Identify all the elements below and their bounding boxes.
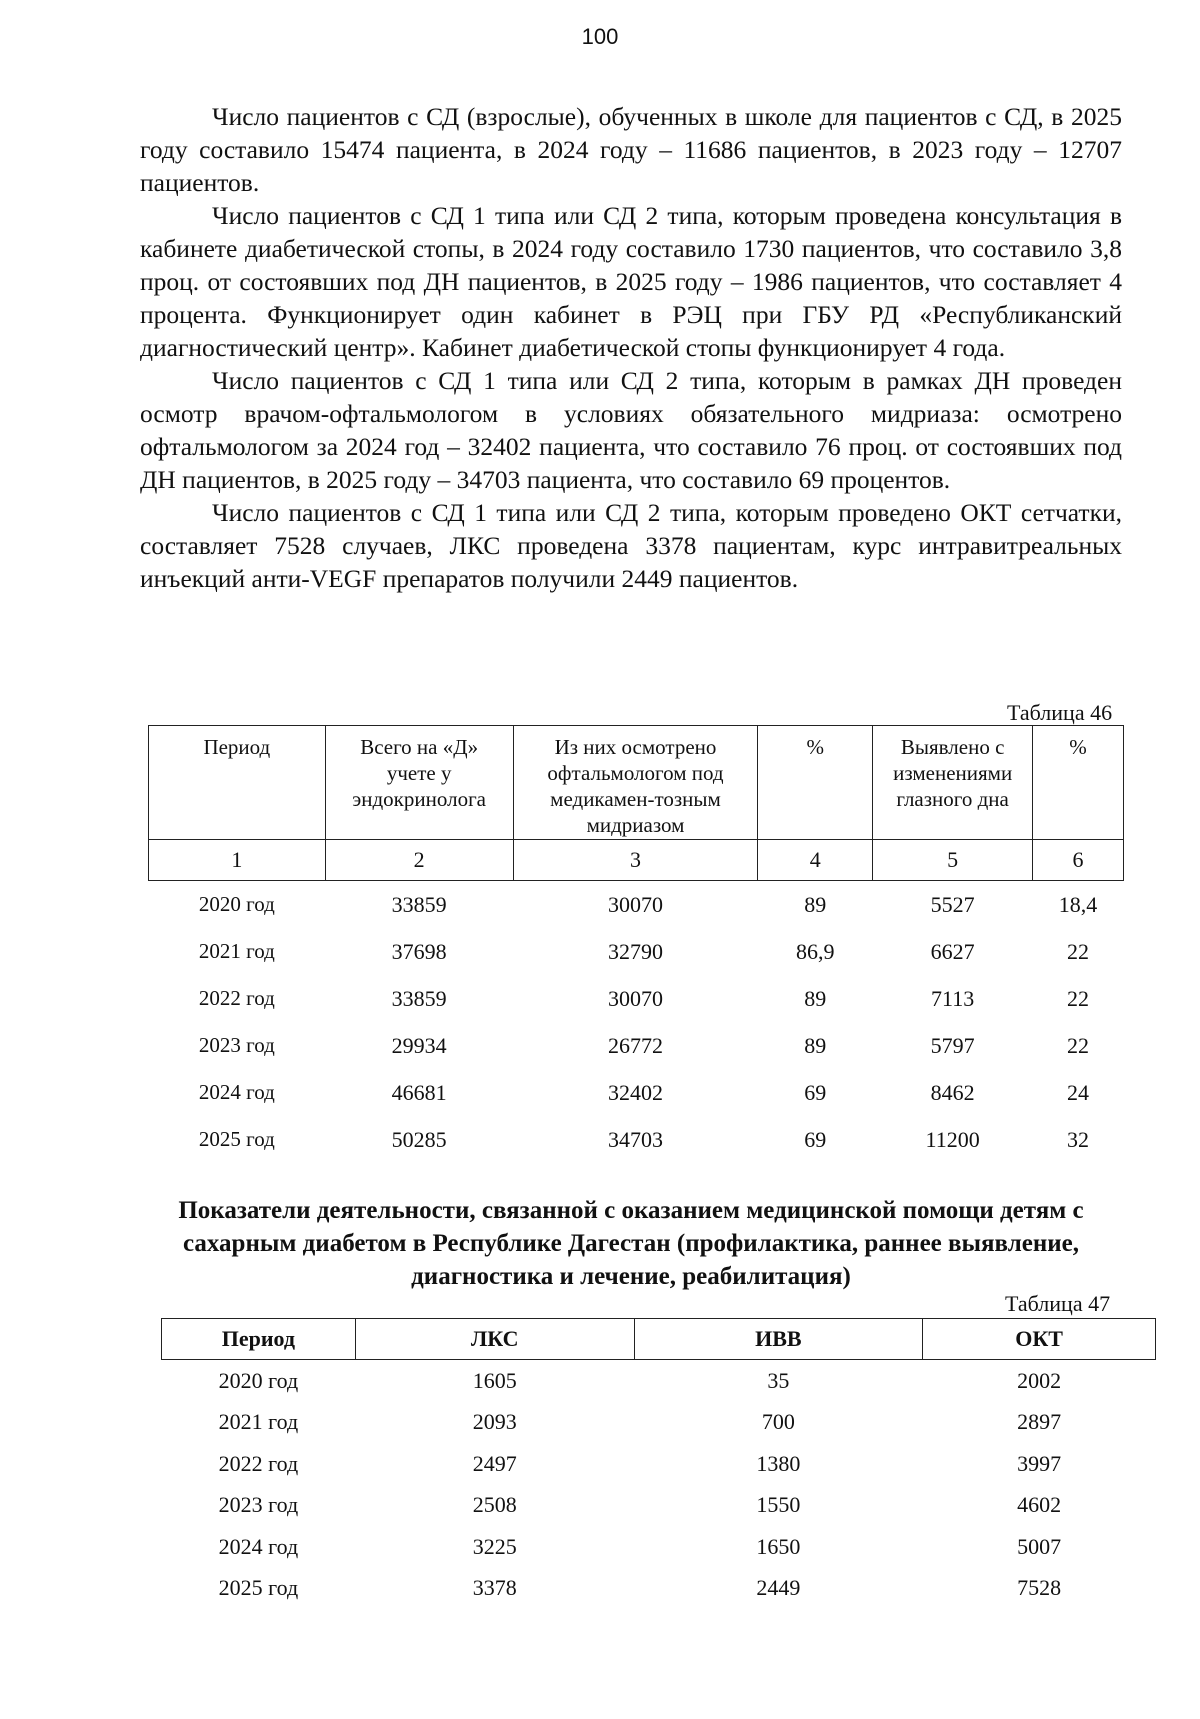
table47-cell: 2021 год	[218, 1409, 299, 1435]
table46-cell: 69	[804, 1079, 827, 1105]
table47-cell: 7528	[1017, 1575, 1062, 1601]
table47-cell: 1605	[472, 1367, 517, 1393]
paragraph-school-training: Число пациентов с СД (взрослые), обученных в школе для пациентов с СД, в 2025 году составило 15474 пациента, в 2024 году – 11686 пациентов, в 2023 году – 12707 пациентов.	[140, 102, 1122, 197]
table47-cell: 3997	[1017, 1450, 1062, 1476]
table-row	[149, 928, 1124, 975]
table47-header-cell: ЛКС	[355, 1319, 634, 1360]
table47-cell: 1550	[756, 1492, 801, 1518]
table46-cell: 89	[804, 985, 827, 1011]
table46-number-cell: 3	[513, 840, 758, 881]
table46-cell: 2023 год	[198, 1033, 275, 1057]
table46-number-cell: 6	[1033, 840, 1124, 881]
table46-cell: 69	[804, 1126, 827, 1152]
table46-cell: 46681	[391, 1079, 447, 1105]
table46-cell: 32790	[608, 938, 663, 964]
table47-cell: 2023 год	[218, 1492, 299, 1518]
table47-cell: 3225	[472, 1533, 517, 1559]
table46-cell: 2022 год	[198, 986, 275, 1010]
table47-header-row	[162, 1319, 1156, 1360]
table47-cell: 1380	[756, 1450, 801, 1476]
table46-cell: 26772	[608, 1032, 663, 1058]
table46-cell: 5527	[930, 891, 975, 917]
table47-cell: 2002	[1017, 1367, 1062, 1393]
table46-cell: 89	[804, 1032, 827, 1058]
table46-number-cell: 2	[325, 840, 513, 881]
table-46	[148, 725, 1124, 1163]
table46-cell: 6627	[930, 938, 975, 964]
table-row	[149, 975, 1124, 1022]
table46-cell: 2024 год	[198, 1080, 275, 1104]
table46-header-row	[149, 726, 1124, 840]
table46-cell: 5797	[930, 1032, 975, 1058]
paragraph-diabetic-foot: Число пациентов с СД 1 типа или СД 2 типа, которым проведена консультация в кабинете диабетической стопы, в 2024 году составило 1730 пациентов, что составило 3,8 проц. от состоявших под ДН пациентов, в 2025 году – 1986 пациентов, что составляет 4 процента. Функционирует один кабинет в РЭЦ при ГБУ РД «Республиканский диагностический центр». Кабинет диабетической стопы функционирует 4 года.	[140, 201, 1122, 362]
table47-cell: 35	[767, 1367, 790, 1393]
table46-cell: 29934	[391, 1032, 447, 1058]
paragraph-ophthalmologist: Число пациентов с СД 1 типа или СД 2 типа, которым в рамках ДН проведен осмотр врачом-офтальмологом в условиях обязательного мидриаза: осмотрено офтальмологом за 2024 год – 32402 пациента, что составило 76 проц. от состоявших под ДН пациентов, в 2025 году – 34703 пациента, что составило 69 процентов.	[140, 366, 1122, 494]
table-47	[161, 1318, 1156, 1609]
table46-number-cell: 5	[873, 840, 1033, 881]
table46-cell: 30070	[608, 891, 663, 917]
table-row	[149, 881, 1124, 929]
table-row	[162, 1402, 1156, 1444]
page-number: 100	[581, 24, 619, 49]
table47-caption: Таблица 47	[1005, 1291, 1111, 1316]
table46-cell: 2025 год	[198, 1127, 275, 1151]
table47-cell: 2093	[472, 1409, 517, 1435]
table47-header-cell: Период	[162, 1319, 356, 1360]
table46-cell: 24	[1067, 1079, 1090, 1105]
table46-cell: 2020 год	[198, 892, 275, 916]
table46-header-cell: Выявлено с изменениями глазного дна	[873, 726, 1033, 840]
table46-cell: 22	[1067, 938, 1090, 964]
table46-cell: 34703	[608, 1126, 663, 1152]
table46-cell: 32	[1067, 1126, 1090, 1152]
table46-cell: 32402	[608, 1079, 663, 1105]
table47-cell: 700	[761, 1409, 795, 1435]
table46-cell: 33859	[391, 891, 447, 917]
table47-cell: 2022 год	[218, 1450, 299, 1476]
table46-header-cell: Период	[149, 726, 326, 840]
table-row	[149, 1116, 1124, 1163]
table47-cell: 4602	[1017, 1492, 1062, 1518]
table46-caption: Таблица 46	[1007, 700, 1113, 725]
table46-cell: 86,9	[796, 938, 835, 964]
table-row	[149, 1022, 1124, 1069]
table46-number-cell: 1	[149, 840, 326, 881]
table47-cell: 1650	[756, 1533, 801, 1559]
table46-cell: 8462	[930, 1079, 975, 1105]
table46-header-cell: Из них осмотрено офтальмологом под медикамен-тозным мидриазом	[513, 726, 758, 840]
table46-cell: 2021 год	[198, 939, 275, 963]
table46-header-cell: Всего на «Д» учете у эндокринолога	[325, 726, 513, 840]
table47-cell: 2449	[756, 1575, 801, 1601]
table47-cell: 2508	[472, 1492, 517, 1518]
table46-header-cell: %	[758, 726, 873, 840]
table46-cell: 50285	[391, 1126, 447, 1152]
table47-cell: 2897	[1017, 1409, 1062, 1435]
table47-cell: 5007	[1017, 1533, 1062, 1559]
table46-cell: 22	[1067, 1032, 1090, 1058]
table46-cell: 30070	[608, 985, 663, 1011]
table46-header-cell: %	[1033, 726, 1124, 840]
table46-cell: 11200	[925, 1126, 980, 1152]
table47-cell: 2025 год	[218, 1575, 299, 1601]
table-row	[162, 1360, 1156, 1402]
table46-cell: 7113	[931, 985, 975, 1011]
table46-cell: 22	[1067, 985, 1090, 1011]
section-title: Показатели деятельности, связанной с оказанием медицинской помощи детям с сахарным диабетом в Республике Дагестан (профилактика, раннее выявление, диагностика и лечение, реабилитация)	[178, 1197, 1084, 1290]
table47-cell: 2024 год	[218, 1533, 299, 1559]
table47-cell: 2020 год	[218, 1367, 299, 1393]
paragraph-oct: Число пациентов с СД 1 типа или СД 2 типа, которым проведено ОКТ сетчатки, составляет 7528 случаев, ЛКС проведена 3378 пациентам, курс интравитреальных инъекций анти-VEGF препаратов получили 2449 пациентов.	[140, 498, 1122, 593]
table-row	[149, 1069, 1124, 1116]
table46-number-cell: 4	[758, 840, 873, 881]
table-row	[162, 1443, 1156, 1485]
table46-number-row	[149, 840, 1124, 881]
table47-header-cell: ОКТ	[923, 1319, 1156, 1360]
table47-cell: 2497	[472, 1450, 517, 1476]
table-row	[162, 1526, 1156, 1568]
table46-cell: 18,4	[1058, 891, 1098, 917]
table46-cell: 37698	[391, 938, 447, 964]
table46-cell: 89	[804, 891, 827, 917]
table-row	[162, 1485, 1156, 1527]
table47-header-cell: ИВВ	[634, 1319, 923, 1360]
table46-cell: 33859	[391, 985, 447, 1011]
table47-cell: 3378	[472, 1575, 517, 1601]
table-row	[162, 1568, 1156, 1610]
body-text	[140, 100, 1122, 595]
